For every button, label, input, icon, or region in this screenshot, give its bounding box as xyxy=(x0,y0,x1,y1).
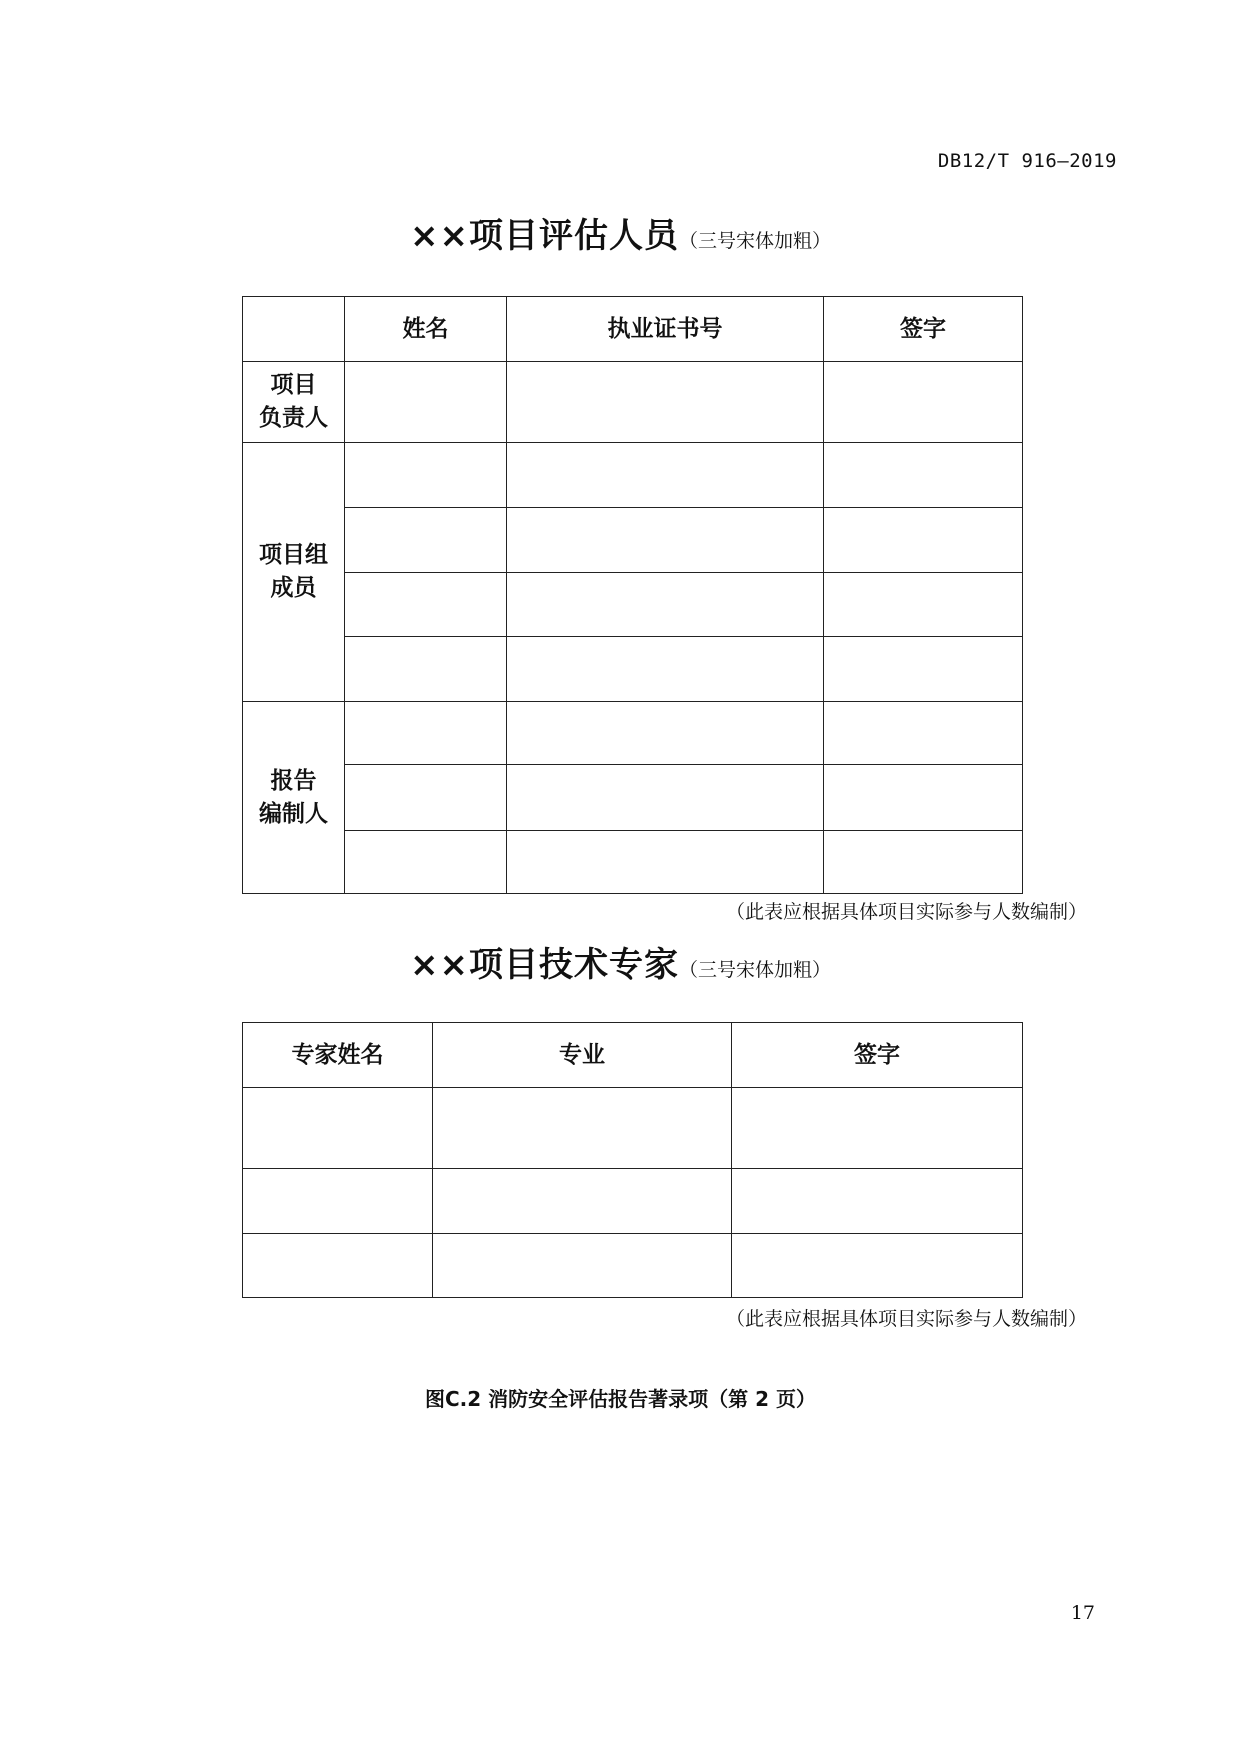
name-cell xyxy=(345,702,507,765)
signature-cell xyxy=(824,702,1023,765)
assessment-personnel-table xyxy=(242,296,1023,894)
section2-title-main: ××项目技术专家 xyxy=(410,945,679,985)
signature-cell xyxy=(824,765,1023,831)
cert-cell xyxy=(507,362,824,443)
table-row xyxy=(243,1169,1023,1234)
signature-cell xyxy=(732,1088,1023,1169)
section2-remark: （此表应根据具体项目实际参与人数编制） xyxy=(725,1308,1087,1330)
section2-title-note: （三号宋体加粗） xyxy=(678,959,831,981)
technical-experts-table xyxy=(242,1022,1023,1298)
header-cell-blank xyxy=(243,297,345,362)
page-number: 17 xyxy=(1070,1602,1095,1624)
cert-cell xyxy=(507,443,824,508)
signature-cell xyxy=(824,508,1023,573)
signature-cell xyxy=(824,831,1023,894)
table-row xyxy=(243,362,1023,443)
section2-title xyxy=(0,937,1241,986)
table-row xyxy=(243,443,1023,508)
header-cell-name: 姓名 xyxy=(345,297,507,362)
name-cell xyxy=(345,637,507,702)
signature-cell xyxy=(732,1169,1023,1234)
name-cell xyxy=(345,831,507,894)
table-row xyxy=(243,702,1023,765)
table-row xyxy=(243,831,1023,894)
signature-cell xyxy=(732,1234,1023,1298)
expert-name-cell xyxy=(243,1169,433,1234)
section1-remark: （此表应根据具体项目实际参与人数编制） xyxy=(725,901,1087,923)
table-header-row xyxy=(243,297,1023,362)
signature-cell xyxy=(824,362,1023,443)
signature-cell xyxy=(824,637,1023,702)
expert-name-cell xyxy=(243,1234,433,1298)
header-cell-specialty: 专业 xyxy=(433,1023,732,1088)
cert-cell xyxy=(507,508,824,573)
group-label-project-leader: 项目 负责人 xyxy=(243,362,345,443)
name-cell xyxy=(345,508,507,573)
signature-cell xyxy=(824,573,1023,637)
header-cell-cert-no: 执业证书号 xyxy=(507,297,824,362)
section1-title xyxy=(0,208,1241,257)
name-cell xyxy=(345,443,507,508)
document-code: DB12/T 916—2019 xyxy=(937,150,1117,172)
header-cell-signature: 签字 xyxy=(732,1023,1023,1088)
table-row xyxy=(243,573,1023,637)
specialty-cell xyxy=(433,1088,732,1169)
cert-cell xyxy=(507,637,824,702)
figure-caption: 图C.2 消防安全评估报告著录项（第 2 页） xyxy=(425,1387,816,1411)
name-cell xyxy=(345,573,507,637)
table-row xyxy=(243,637,1023,702)
group-label-team-members: 项目组 成员 xyxy=(243,443,345,702)
table-header-row xyxy=(243,1023,1023,1088)
cert-cell xyxy=(507,765,824,831)
name-cell xyxy=(345,362,507,443)
table-row xyxy=(243,1088,1023,1169)
cert-cell xyxy=(507,831,824,894)
specialty-cell xyxy=(433,1234,732,1298)
cert-cell xyxy=(507,573,824,637)
name-cell xyxy=(345,765,507,831)
section1-title-note: （三号宋体加粗） xyxy=(678,230,831,252)
group-label-report-authors: 报告 编制人 xyxy=(243,702,345,894)
header-cell-expert-name: 专家姓名 xyxy=(243,1023,433,1088)
cert-cell xyxy=(507,702,824,765)
signature-cell xyxy=(824,443,1023,508)
section1-title-main: ××项目评估人员 xyxy=(410,216,679,256)
table-row xyxy=(243,508,1023,573)
specialty-cell xyxy=(433,1169,732,1234)
expert-name-cell xyxy=(243,1088,433,1169)
table-row xyxy=(243,1234,1023,1298)
table-row xyxy=(243,765,1023,831)
header-cell-signature: 签字 xyxy=(824,297,1023,362)
